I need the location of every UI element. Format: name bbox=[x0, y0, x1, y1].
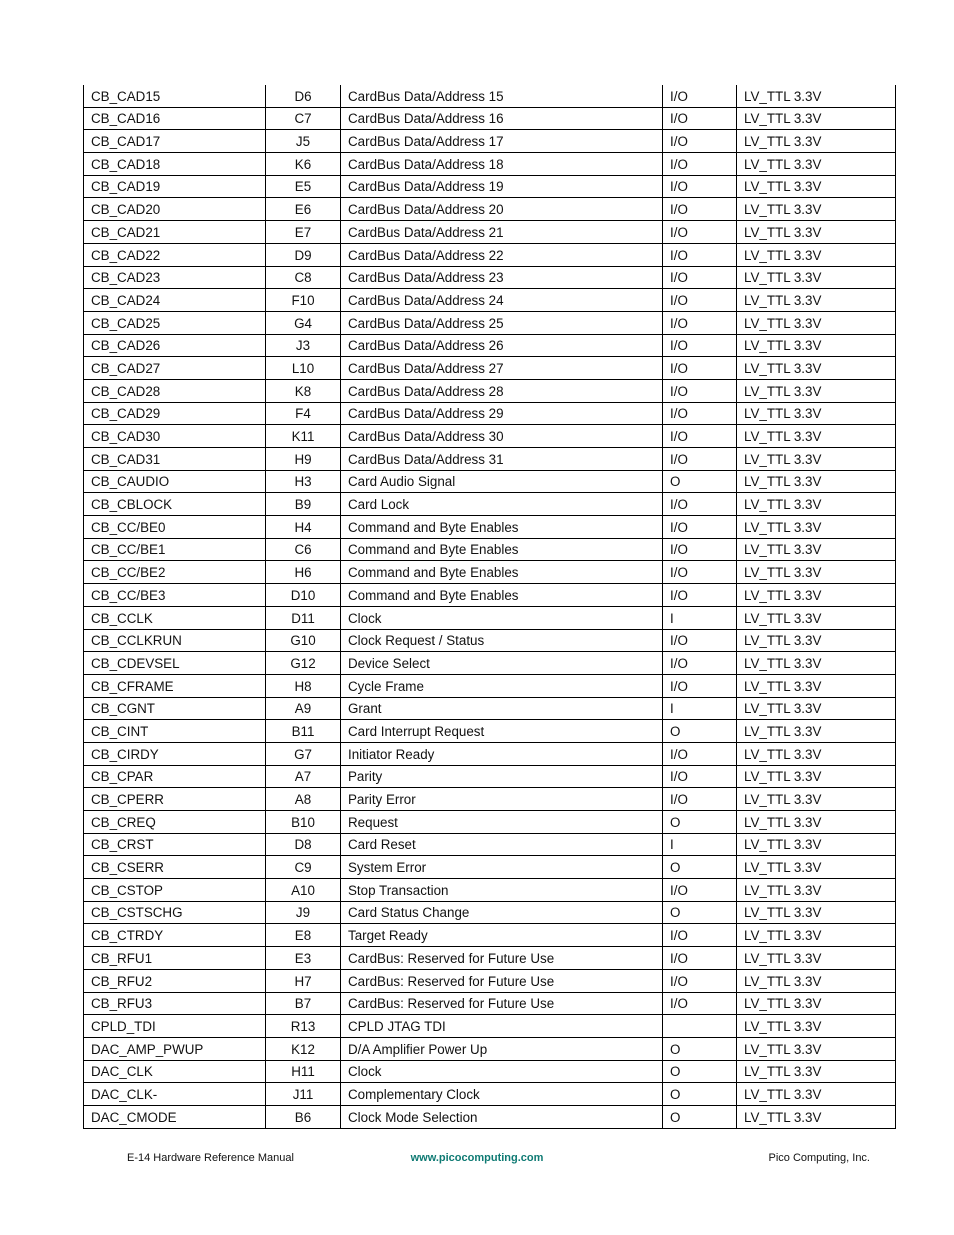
io-standard-cell: LV_TTL 3.3V bbox=[737, 969, 896, 992]
table-row bbox=[84, 175, 896, 198]
pin-number-cell: L10 bbox=[266, 357, 341, 380]
io-standard-cell: LV_TTL 3.3V bbox=[737, 811, 896, 834]
io-standard-cell: LV_TTL 3.3V bbox=[737, 765, 896, 788]
signal-name-cell: CB_CREQ bbox=[84, 811, 266, 834]
io-standard-cell: LV_TTL 3.3V bbox=[737, 448, 896, 471]
signal-name-cell: CB_CTRDY bbox=[84, 924, 266, 947]
table-row bbox=[84, 924, 896, 947]
description-cell: Clock Request / Status bbox=[341, 629, 663, 652]
signal-name-cell: CB_CAD30 bbox=[84, 425, 266, 448]
signal-name-cell: CB_CBLOCK bbox=[84, 493, 266, 516]
io-standard-cell: LV_TTL 3.3V bbox=[737, 720, 896, 743]
description-cell: Command and Byte Enables bbox=[341, 538, 663, 561]
direction-cell: O bbox=[663, 470, 737, 493]
direction-cell: I/O bbox=[663, 266, 737, 289]
signal-name-cell: CB_CPERR bbox=[84, 788, 266, 811]
io-standard-cell: LV_TTL 3.3V bbox=[737, 833, 896, 856]
pin-number-cell: H8 bbox=[266, 674, 341, 697]
pin-number-cell: E7 bbox=[266, 221, 341, 244]
description-cell: Clock bbox=[341, 606, 663, 629]
pin-number-cell: H4 bbox=[266, 516, 341, 539]
table-row bbox=[84, 697, 896, 720]
description-cell: CardBus Data/Address 26 bbox=[341, 334, 663, 357]
description-cell: Target Ready bbox=[341, 924, 663, 947]
description-cell: CardBus Data/Address 18 bbox=[341, 153, 663, 176]
direction-cell: I/O bbox=[663, 879, 737, 902]
table-row bbox=[84, 85, 896, 107]
io-standard-cell: LV_TTL 3.3V bbox=[737, 1105, 896, 1128]
io-standard-cell: LV_TTL 3.3V bbox=[737, 153, 896, 176]
io-standard-cell: LV_TTL 3.3V bbox=[737, 742, 896, 765]
pin-number-cell: K12 bbox=[266, 1037, 341, 1060]
direction-cell: I/O bbox=[663, 357, 737, 380]
io-standard-cell: LV_TTL 3.3V bbox=[737, 1083, 896, 1106]
io-standard-cell: LV_TTL 3.3V bbox=[737, 493, 896, 516]
table-row bbox=[84, 969, 896, 992]
pin-number-cell: A7 bbox=[266, 765, 341, 788]
pin-number-cell: J5 bbox=[266, 130, 341, 153]
pin-number-cell: C6 bbox=[266, 538, 341, 561]
description-cell: Request bbox=[341, 811, 663, 834]
io-standard-cell: LV_TTL 3.3V bbox=[737, 425, 896, 448]
table-row bbox=[84, 606, 896, 629]
direction-cell: O bbox=[663, 901, 737, 924]
direction-cell: O bbox=[663, 856, 737, 879]
direction-cell: O bbox=[663, 720, 737, 743]
direction-cell: I/O bbox=[663, 379, 737, 402]
description-cell: CardBus Data/Address 19 bbox=[341, 175, 663, 198]
direction-cell: I/O bbox=[663, 765, 737, 788]
table-row bbox=[84, 856, 896, 879]
io-standard-cell: LV_TTL 3.3V bbox=[737, 561, 896, 584]
pin-number-cell: E3 bbox=[266, 947, 341, 970]
signal-name-cell: CB_CAD16 bbox=[84, 107, 266, 130]
io-standard-cell: LV_TTL 3.3V bbox=[737, 221, 896, 244]
signal-name-cell: CB_CAD27 bbox=[84, 357, 266, 380]
table-row bbox=[84, 765, 896, 788]
table-row bbox=[84, 742, 896, 765]
pin-table bbox=[83, 85, 896, 1129]
pin-number-cell: H11 bbox=[266, 1060, 341, 1083]
description-cell: System Error bbox=[341, 856, 663, 879]
table-row bbox=[84, 153, 896, 176]
table-row bbox=[84, 833, 896, 856]
io-standard-cell: LV_TTL 3.3V bbox=[737, 538, 896, 561]
signal-name-cell: CB_RFU3 bbox=[84, 992, 266, 1015]
table-row bbox=[84, 266, 896, 289]
table-row bbox=[84, 379, 896, 402]
io-standard-cell: LV_TTL 3.3V bbox=[737, 788, 896, 811]
description-cell: CardBus Data/Address 29 bbox=[341, 402, 663, 425]
table-row bbox=[84, 629, 896, 652]
pin-number-cell: E5 bbox=[266, 175, 341, 198]
pin-number-cell: K8 bbox=[266, 379, 341, 402]
pin-number-cell: B10 bbox=[266, 811, 341, 834]
signal-name-cell: CB_CSERR bbox=[84, 856, 266, 879]
direction-cell: I/O bbox=[663, 425, 737, 448]
pin-number-cell: J3 bbox=[266, 334, 341, 357]
io-standard-cell: LV_TTL 3.3V bbox=[737, 629, 896, 652]
io-standard-cell: LV_TTL 3.3V bbox=[737, 697, 896, 720]
description-cell: CardBus Data/Address 24 bbox=[341, 289, 663, 312]
signal-name-cell: CB_CC/BE2 bbox=[84, 561, 266, 584]
direction-cell: O bbox=[663, 1060, 737, 1083]
description-cell: Initiator Ready bbox=[341, 742, 663, 765]
signal-name-cell: CB_CAD19 bbox=[84, 175, 266, 198]
description-cell: Card Status Change bbox=[341, 901, 663, 924]
description-cell: Stop Transaction bbox=[341, 879, 663, 902]
signal-name-cell: CB_CAD22 bbox=[84, 243, 266, 266]
table-row bbox=[84, 811, 896, 834]
direction-cell: O bbox=[663, 1037, 737, 1060]
signal-name-cell: DAC_CMODE bbox=[84, 1105, 266, 1128]
description-cell: Complementary Clock bbox=[341, 1083, 663, 1106]
direction-cell: I/O bbox=[663, 584, 737, 607]
table-row bbox=[84, 448, 896, 471]
pin-number-cell: B6 bbox=[266, 1105, 341, 1128]
signal-name-cell: CB_CC/BE3 bbox=[84, 584, 266, 607]
table-row bbox=[84, 561, 896, 584]
signal-name-cell: CB_CAD24 bbox=[84, 289, 266, 312]
table-row bbox=[84, 1105, 896, 1128]
signal-name-cell: CB_CCLKRUN bbox=[84, 629, 266, 652]
table-row bbox=[84, 402, 896, 425]
direction-cell: O bbox=[663, 1105, 737, 1128]
direction-cell: I/O bbox=[663, 311, 737, 334]
signal-name-cell: CB_CAD21 bbox=[84, 221, 266, 244]
pin-number-cell: E8 bbox=[266, 924, 341, 947]
direction-cell: I/O bbox=[663, 629, 737, 652]
signal-name-cell: CB_CC/BE1 bbox=[84, 538, 266, 561]
table-row bbox=[84, 901, 896, 924]
description-cell: Clock bbox=[341, 1060, 663, 1083]
table-row bbox=[84, 538, 896, 561]
io-standard-cell: LV_TTL 3.3V bbox=[737, 107, 896, 130]
table-row bbox=[84, 947, 896, 970]
description-cell: CardBus: Reserved for Future Use bbox=[341, 969, 663, 992]
table-row bbox=[84, 470, 896, 493]
io-standard-cell: LV_TTL 3.3V bbox=[737, 311, 896, 334]
pin-number-cell: D9 bbox=[266, 243, 341, 266]
direction-cell: I/O bbox=[663, 538, 737, 561]
pin-number-cell: D8 bbox=[266, 833, 341, 856]
direction-cell: I/O bbox=[663, 198, 737, 221]
io-standard-cell: LV_TTL 3.3V bbox=[737, 85, 896, 107]
pin-number-cell: K6 bbox=[266, 153, 341, 176]
footer-website-link[interactable]: www.picocomputing.com bbox=[410, 1152, 544, 1164]
io-standard-cell: LV_TTL 3.3V bbox=[737, 470, 896, 493]
signal-name-cell: CB_CAD23 bbox=[84, 266, 266, 289]
direction-cell: I/O bbox=[663, 652, 737, 675]
direction-cell bbox=[663, 1015, 737, 1038]
pin-number-cell: G7 bbox=[266, 742, 341, 765]
pin-number-cell: J11 bbox=[266, 1083, 341, 1106]
io-standard-cell: LV_TTL 3.3V bbox=[737, 334, 896, 357]
pin-number-cell: H9 bbox=[266, 448, 341, 471]
direction-cell: I bbox=[663, 697, 737, 720]
table-row bbox=[84, 674, 896, 697]
pin-number-cell: C7 bbox=[266, 107, 341, 130]
io-standard-cell: LV_TTL 3.3V bbox=[737, 357, 896, 380]
table-row bbox=[84, 221, 896, 244]
table-row bbox=[84, 720, 896, 743]
description-cell: Command and Byte Enables bbox=[341, 516, 663, 539]
pin-number-cell: A10 bbox=[266, 879, 341, 902]
description-cell: CardBus Data/Address 21 bbox=[341, 221, 663, 244]
pin-number-cell: E6 bbox=[266, 198, 341, 221]
signal-name-cell: CB_CAD18 bbox=[84, 153, 266, 176]
direction-cell: I/O bbox=[663, 947, 737, 970]
table-row bbox=[84, 198, 896, 221]
signal-name-cell: CB_CAD31 bbox=[84, 448, 266, 471]
description-cell: Card Reset bbox=[341, 833, 663, 856]
table-row bbox=[84, 1037, 896, 1060]
io-standard-cell: LV_TTL 3.3V bbox=[737, 924, 896, 947]
direction-cell: I/O bbox=[663, 448, 737, 471]
direction-cell: I/O bbox=[663, 334, 737, 357]
signal-name-cell: CB_CAD26 bbox=[84, 334, 266, 357]
direction-cell: I/O bbox=[663, 175, 737, 198]
io-standard-cell: LV_TTL 3.3V bbox=[737, 901, 896, 924]
description-cell: CardBus Data/Address 22 bbox=[341, 243, 663, 266]
pin-number-cell: G12 bbox=[266, 652, 341, 675]
signal-name-cell: CB_RFU1 bbox=[84, 947, 266, 970]
io-standard-cell: LV_TTL 3.3V bbox=[737, 856, 896, 879]
footer-manual-title: E-14 Hardware Reference Manual bbox=[127, 1152, 294, 1164]
signal-name-cell: CB_CINT bbox=[84, 720, 266, 743]
pin-number-cell: B11 bbox=[266, 720, 341, 743]
pin-number-cell: H3 bbox=[266, 470, 341, 493]
table-row bbox=[84, 425, 896, 448]
direction-cell: I/O bbox=[663, 493, 737, 516]
io-standard-cell: LV_TTL 3.3V bbox=[737, 130, 896, 153]
direction-cell: I/O bbox=[663, 561, 737, 584]
description-cell: D/A Amplifier Power Up bbox=[341, 1037, 663, 1060]
pin-number-cell: C8 bbox=[266, 266, 341, 289]
table-row bbox=[84, 584, 896, 607]
signal-name-cell: CB_CAUDIO bbox=[84, 470, 266, 493]
signal-name-cell: CB_CRST bbox=[84, 833, 266, 856]
table-row bbox=[84, 879, 896, 902]
table-row bbox=[84, 289, 896, 312]
signal-name-cell: CB_CC/BE0 bbox=[84, 516, 266, 539]
description-cell: Command and Byte Enables bbox=[341, 561, 663, 584]
io-standard-cell: LV_TTL 3.3V bbox=[737, 947, 896, 970]
io-standard-cell: LV_TTL 3.3V bbox=[737, 1060, 896, 1083]
pin-number-cell: H7 bbox=[266, 969, 341, 992]
table-row bbox=[84, 334, 896, 357]
signal-name-cell: DAC_AMP_PWUP bbox=[84, 1037, 266, 1060]
pin-number-cell: B9 bbox=[266, 493, 341, 516]
description-cell: CardBus Data/Address 30 bbox=[341, 425, 663, 448]
direction-cell: I/O bbox=[663, 924, 737, 947]
signal-name-cell: DAC_CLK- bbox=[84, 1083, 266, 1106]
description-cell: CardBus: Reserved for Future Use bbox=[341, 947, 663, 970]
io-standard-cell: LV_TTL 3.3V bbox=[737, 198, 896, 221]
description-cell: Card Audio Signal bbox=[341, 470, 663, 493]
signal-name-cell: CB_CIRDY bbox=[84, 742, 266, 765]
direction-cell: I/O bbox=[663, 289, 737, 312]
signal-name-cell: CB_CCLK bbox=[84, 606, 266, 629]
io-standard-cell: LV_TTL 3.3V bbox=[737, 516, 896, 539]
pin-number-cell: B7 bbox=[266, 992, 341, 1015]
io-standard-cell: LV_TTL 3.3V bbox=[737, 1037, 896, 1060]
description-cell: CardBus Data/Address 20 bbox=[341, 198, 663, 221]
description-cell: CardBus Data/Address 25 bbox=[341, 311, 663, 334]
signal-name-cell: CB_CGNT bbox=[84, 697, 266, 720]
description-cell: CardBus Data/Address 15 bbox=[341, 85, 663, 107]
table-row bbox=[84, 1060, 896, 1083]
direction-cell: I bbox=[663, 606, 737, 629]
signal-name-cell: CB_CSTOP bbox=[84, 879, 266, 902]
description-cell: Clock Mode Selection bbox=[341, 1105, 663, 1128]
direction-cell: I/O bbox=[663, 788, 737, 811]
io-standard-cell: LV_TTL 3.3V bbox=[737, 584, 896, 607]
io-standard-cell: LV_TTL 3.3V bbox=[737, 652, 896, 675]
description-cell: CardBus: Reserved for Future Use bbox=[341, 992, 663, 1015]
description-cell: Device Select bbox=[341, 652, 663, 675]
direction-cell: I/O bbox=[663, 969, 737, 992]
pin-table-body bbox=[84, 85, 896, 1128]
direction-cell: I bbox=[663, 833, 737, 856]
table-row bbox=[84, 357, 896, 380]
signal-name-cell: CB_CAD15 bbox=[84, 85, 266, 107]
direction-cell: I/O bbox=[663, 742, 737, 765]
signal-name-cell: CB_CFRAME bbox=[84, 674, 266, 697]
direction-cell: I/O bbox=[663, 516, 737, 539]
direction-cell: I/O bbox=[663, 85, 737, 107]
io-standard-cell: LV_TTL 3.3V bbox=[737, 266, 896, 289]
description-cell: Grant bbox=[341, 697, 663, 720]
description-cell: Cycle Frame bbox=[341, 674, 663, 697]
footer-company-name: Pico Computing, Inc. bbox=[768, 1152, 870, 1164]
io-standard-cell: LV_TTL 3.3V bbox=[737, 402, 896, 425]
io-standard-cell: LV_TTL 3.3V bbox=[737, 992, 896, 1015]
description-cell: CardBus Data/Address 16 bbox=[341, 107, 663, 130]
io-standard-cell: LV_TTL 3.3V bbox=[737, 606, 896, 629]
pin-number-cell: H6 bbox=[266, 561, 341, 584]
direction-cell: I/O bbox=[663, 674, 737, 697]
description-cell: Parity Error bbox=[341, 788, 663, 811]
pin-number-cell: D10 bbox=[266, 584, 341, 607]
description-cell: CardBus Data/Address 28 bbox=[341, 379, 663, 402]
table-row bbox=[84, 992, 896, 1015]
pin-number-cell: A8 bbox=[266, 788, 341, 811]
io-standard-cell: LV_TTL 3.3V bbox=[737, 674, 896, 697]
table-row bbox=[84, 516, 896, 539]
table-row bbox=[84, 1015, 896, 1038]
direction-cell: O bbox=[663, 1083, 737, 1106]
io-standard-cell: LV_TTL 3.3V bbox=[737, 1015, 896, 1038]
io-standard-cell: LV_TTL 3.3V bbox=[737, 289, 896, 312]
io-standard-cell: LV_TTL 3.3V bbox=[737, 243, 896, 266]
description-cell: Card Lock bbox=[341, 493, 663, 516]
direction-cell: I/O bbox=[663, 153, 737, 176]
pin-number-cell: G10 bbox=[266, 629, 341, 652]
direction-cell: I/O bbox=[663, 130, 737, 153]
pin-number-cell: F10 bbox=[266, 289, 341, 312]
io-standard-cell: LV_TTL 3.3V bbox=[737, 879, 896, 902]
signal-name-cell: CB_RFU2 bbox=[84, 969, 266, 992]
table-row bbox=[84, 130, 896, 153]
pin-number-cell: A9 bbox=[266, 697, 341, 720]
direction-cell: O bbox=[663, 811, 737, 834]
description-cell: CPLD JTAG TDI bbox=[341, 1015, 663, 1038]
description-cell: CardBus Data/Address 27 bbox=[341, 357, 663, 380]
pin-number-cell: F4 bbox=[266, 402, 341, 425]
table-row bbox=[84, 311, 896, 334]
table-row bbox=[84, 788, 896, 811]
direction-cell: I/O bbox=[663, 243, 737, 266]
description-cell: CardBus Data/Address 31 bbox=[341, 448, 663, 471]
pin-number-cell: K11 bbox=[266, 425, 341, 448]
direction-cell: I/O bbox=[663, 992, 737, 1015]
description-cell: CardBus Data/Address 17 bbox=[341, 130, 663, 153]
table-row bbox=[84, 652, 896, 675]
pin-number-cell: D11 bbox=[266, 606, 341, 629]
pin-number-cell: J9 bbox=[266, 901, 341, 924]
signal-name-cell: CB_CAD17 bbox=[84, 130, 266, 153]
description-cell: Card Interrupt Request bbox=[341, 720, 663, 743]
description-cell: Parity bbox=[341, 765, 663, 788]
io-standard-cell: LV_TTL 3.3V bbox=[737, 175, 896, 198]
signal-name-cell: CB_CAD28 bbox=[84, 379, 266, 402]
description-cell: CardBus Data/Address 23 bbox=[341, 266, 663, 289]
table-row bbox=[84, 243, 896, 266]
pin-number-cell: C9 bbox=[266, 856, 341, 879]
signal-name-cell: CPLD_TDI bbox=[84, 1015, 266, 1038]
signal-name-cell: CB_CAD20 bbox=[84, 198, 266, 221]
table-row bbox=[84, 493, 896, 516]
signal-name-cell: CB_CPAR bbox=[84, 765, 266, 788]
pin-number-cell: R13 bbox=[266, 1015, 341, 1038]
table-row bbox=[84, 107, 896, 130]
direction-cell: I/O bbox=[663, 402, 737, 425]
io-standard-cell: LV_TTL 3.3V bbox=[737, 379, 896, 402]
description-cell: Command and Byte Enables bbox=[341, 584, 663, 607]
signal-name-cell: DAC_CLK bbox=[84, 1060, 266, 1083]
direction-cell: I/O bbox=[663, 107, 737, 130]
direction-cell: I/O bbox=[663, 221, 737, 244]
signal-name-cell: CB_CAD29 bbox=[84, 402, 266, 425]
signal-name-cell: CB_CAD25 bbox=[84, 311, 266, 334]
signal-name-cell: CB_CSTSCHG bbox=[84, 901, 266, 924]
pin-number-cell: D6 bbox=[266, 85, 341, 107]
pin-number-cell: G4 bbox=[266, 311, 341, 334]
signal-name-cell: CB_CDEVSEL bbox=[84, 652, 266, 675]
table-row bbox=[84, 1083, 896, 1106]
